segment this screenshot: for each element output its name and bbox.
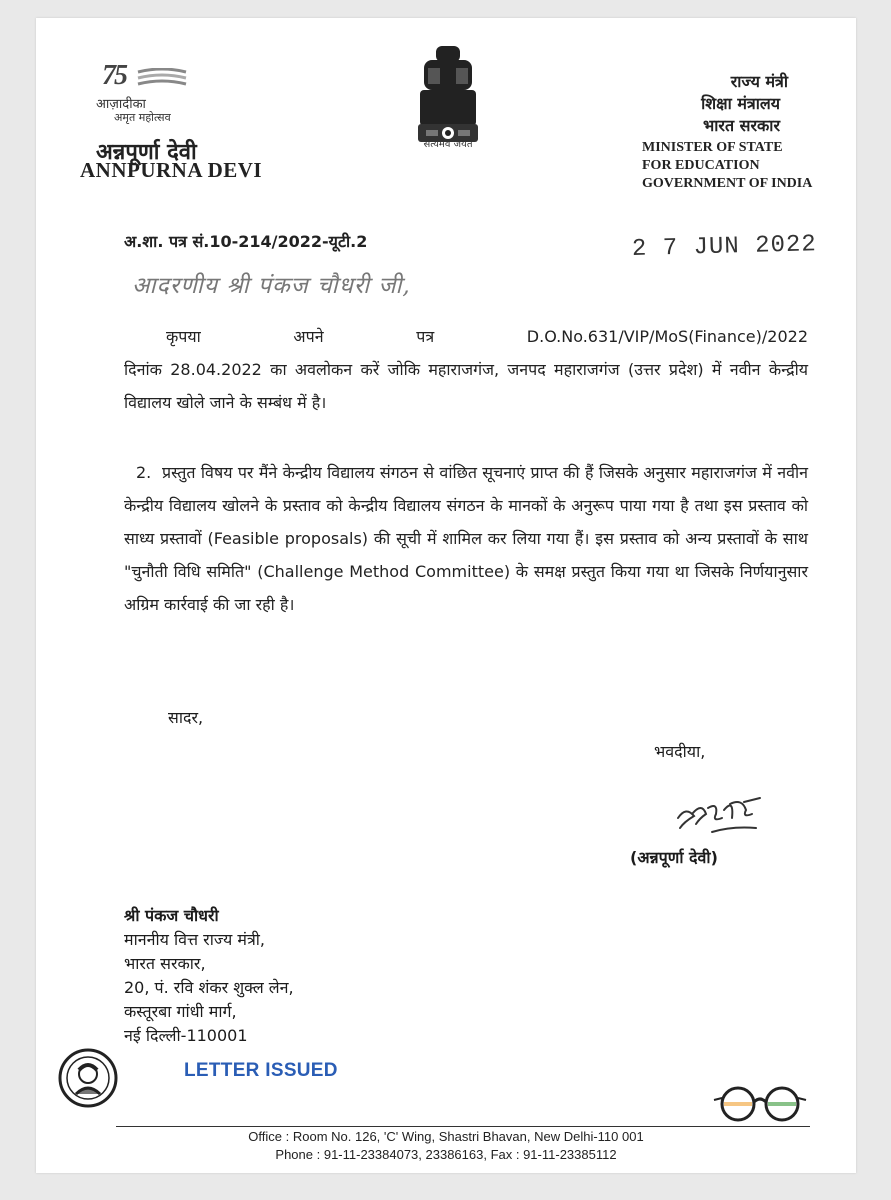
paragraph-1-line1: कृपया अपने पत्र D.O.No.631/VIP/MoS(Finance)/2022 bbox=[166, 327, 808, 346]
closing: सादर, bbox=[168, 708, 204, 727]
minister-name-english: ANNPURNA DEVI bbox=[80, 158, 263, 182]
designation-block bbox=[588, 71, 818, 191]
swachh-bharat-logo-icon bbox=[712, 1082, 808, 1126]
footer-divider bbox=[116, 1126, 810, 1127]
azadi-number: 75 bbox=[102, 60, 126, 91]
addressee-line: माननीय वित्त राज्य मंत्री, bbox=[124, 930, 265, 949]
paragraph-2-text: प्रस्तुत विषय पर मैंने केन्द्रीय विद्यालय संगठन से वांछित सूचनाएं प्राप्त की हैं जिसके अनुसार महाराजगंज में नवीन केन्द्रीय विद्यालय खोलने के प्रस्ताव को केन्द्रीय विद्यालय संगठन के मानकों के अनुरूप पाया गया है तथा इस प्रस्ताव को साध्य प्रस्तावों (Feasible proposals) की सूची में शामिल कर लिया गया हैं। इस प्रस्ताव को अन्य प्रस्तावों के साथ "चुनौती विधि समिति" (Challenge Method Committee) के समक्ष प्रस्तुत किया गया था जिसके निर्णयानुसार अग्रिम कार्रवाई की जा रही है। bbox=[124, 463, 808, 614]
paragraph-2-number: 2. bbox=[136, 463, 152, 482]
signature-icon bbox=[672, 788, 772, 848]
office-line: Office : Room No. 126, 'C' Wing, Shastri Bhavan, New Delhi-110 001 bbox=[248, 1129, 644, 1144]
designation-hindi-1: राज्य मंत्री bbox=[730, 72, 788, 91]
paragraph-1-text: दिनांक 28.04.2022 का अवलोकन करें जोकि महाराजगंज, जनपद महाराजगंज (उत्तर प्रदेश) में नवीन केन्द्रीय विद्यालय खोले जाने के सम्बंध में है। bbox=[124, 360, 808, 412]
office-address bbox=[36, 1128, 856, 1164]
designation-english-2: FOR EDUCATION bbox=[642, 158, 760, 173]
addressee-line: कस्तूरबा गांधी मार्ग, bbox=[124, 1002, 237, 1021]
handwritten-salutation: आदरणीय श्री पंकज चौधरी जी, bbox=[132, 273, 411, 299]
date-stamp: 2 7 JUN 2022 bbox=[631, 231, 818, 263]
beti-bachao-badge-icon bbox=[58, 1048, 118, 1108]
azadi-line1: आज़ादीका bbox=[96, 97, 146, 112]
azadi-logo bbox=[96, 60, 216, 132]
paragraph-2 bbox=[124, 456, 808, 621]
designation-english-3: GOVERNMENT OF INDIA bbox=[642, 176, 813, 191]
designation-english-1: MINISTER OF STATE bbox=[642, 140, 783, 155]
addressee-line: भारत सरकार, bbox=[124, 954, 206, 973]
flag-stripes-icon bbox=[136, 68, 188, 86]
azadi-line2: अमृत महोत्सव bbox=[114, 111, 171, 124]
addressee-line: नई दिल्ली-110001 bbox=[124, 1026, 248, 1045]
paragraph-1 bbox=[124, 320, 808, 419]
minister-name-hindi: अन्नपूर्णा देवी bbox=[96, 140, 197, 165]
yours-sincerely: भवदीया, bbox=[654, 742, 706, 761]
signatory-name: (अन्नपूर्णा देवी) bbox=[630, 848, 718, 867]
phone-line: Phone : 91-11-23384073, 23386163, Fax : 91-11-23385112 bbox=[275, 1147, 617, 1162]
letter-page bbox=[36, 18, 856, 1173]
emblem-motto: सत्यमेव जयते bbox=[423, 139, 473, 150]
addressee-block bbox=[124, 904, 294, 1048]
designation-hindi-3: भारत सरकार bbox=[703, 116, 780, 135]
designation-hindi-2: शिक्षा मंत्रालय bbox=[701, 94, 780, 113]
addressee-line: 20, पं. रवि शंकर शुक्ल लेन, bbox=[124, 978, 294, 997]
addressee-name: श्री पंकज चौधरी bbox=[124, 906, 219, 925]
reference-number: अ.शा. पत्र सं.10-214/2022-यूटी.2 bbox=[124, 232, 368, 251]
letter-issued-stamp: LETTER ISSUED bbox=[184, 1060, 338, 1081]
